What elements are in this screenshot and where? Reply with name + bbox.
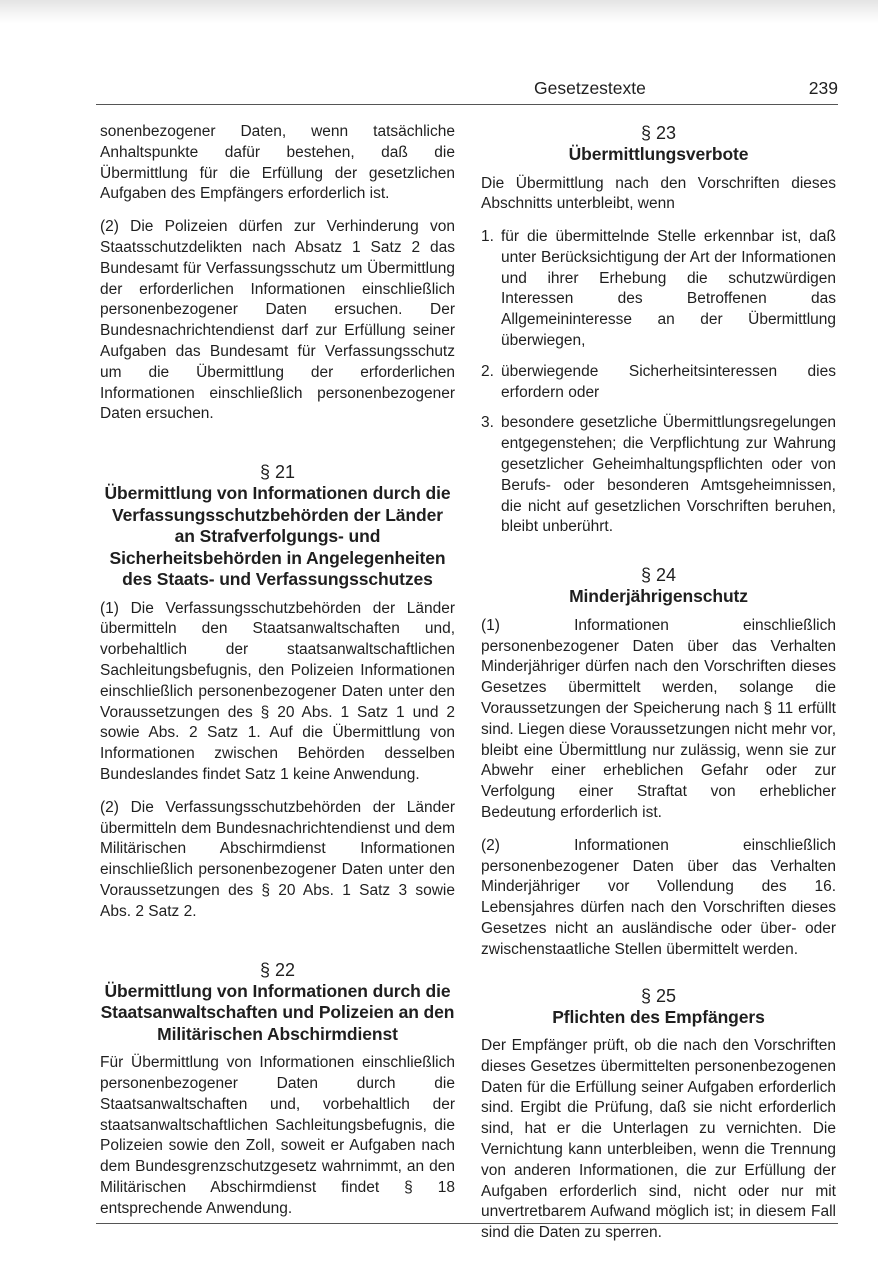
section-title: Minderjährigenschutz [569, 586, 748, 607]
paragraph: (2) Informationen einschließlich personenbezogener Daten über das Verhalten Minderjähriger vor Vollendung des 16. Lebensjahres dürfen nach den Vorschriften dieses Gesetzes nicht an ausländische oder über- oder zwischenstaatliche Stellen übermittelt werden. [481, 836, 836, 958]
paragraph: (2) Die Polizeien dürfen zur Verhinderung von Staatsschutzdelikten nach Absatz 1 Satz 2 das Bundesamt für Verfassungsschutz um Übermittlung der erforderlichen Informationen einschließlich personenbezogener Daten ersuchen. Der Bundesnachrichtendienst darf zur Erfüllung seiner Aufgaben das Bundesamt für Verfassungsschutz um die Übermittlung der erforderlichen Informationen einschließlich personenbezogener Daten ersuchen. [100, 218, 455, 423]
section-number: § 21 [259, 462, 296, 483]
scan-shadow [0, 0, 878, 24]
numbered-list [481, 227, 836, 538]
list-marker: 2. [481, 362, 494, 380]
paragraph: (1) Informationen einschließlich personenbezogener Daten über das Verhalten Minderjähriger dürfen nach den Vorschriften dieses Gesetzes übermittelt werden, solange die Voraussetzungen der Speicherung nach § 11 erfüllt sind. Liegen diese Voraussetzungen nicht mehr vor, bleibt eine Übermittlung nur zulässig, wenn sie zur Abwehr einer erheblichen Gefahr oder zur Verfolgung einer Straftat von erheblicher Bedeutung erforderlich ist. [481, 616, 837, 821]
section-24 [481, 564, 836, 960]
section-23 [481, 122, 836, 538]
page-header [96, 78, 838, 100]
section-22 [100, 959, 455, 1220]
list-item [481, 413, 836, 538]
list-marker: 3. [481, 414, 494, 432]
section-title: Übermittlung von Informationen durch die Staatsanwaltschaften und Polizeien an den Militärischen Abschirmdienst [100, 980, 455, 1044]
paragraph: sonenbezogener Daten, wenn tatsächliche Anhaltspunkte dafür bestehen, daß die Übermittlung für die Erfüllung der gesetzlichen Aufgaben des Empfängers erforderlich ist. [100, 123, 455, 203]
paragraph: Der Empfänger prüft, ob die nach den Vorschriften dieses Gesetzes übermittelten personenbezogenen Daten für die Erfüllung seiner Aufgaben erforderlich sind. Ergibt die Prüfung, daß sie nicht erforderlich sind, hat er die Unterlagen zu vernichten. Die Vernichtung kann unterbleiben, wenn die Trennung von anderen Informationen, die zur Erfüllung der Aufgaben erforderlich sind, nicht oder nur mit unvertretbarem Aufwand möglich ist; in diesem Fall sind die Daten zu sperren. [481, 1037, 836, 1242]
section-number: § 24 [640, 565, 677, 586]
list-item-text: für die übermittelnde Stelle erkennbar ist, daß unter Berücksichtigung der Art der Informationen und ihrer Erhebung die schutzwürdigen Interessen des Betroffenen das Allgemeininteresse an der Übermittlung überwiegen, [501, 228, 836, 350]
page-number: 239 [808, 78, 838, 98]
section-number: § 25 [640, 985, 677, 1006]
right-column [481, 122, 836, 1256]
list-marker: 1. [481, 228, 494, 246]
list-item [481, 362, 836, 404]
list-item [481, 227, 836, 352]
section-title: Übermittlung von Informationen durch die Verfassungsschutzbehörden der Länder an Strafverfolgungs- und Sicherheitsbehörden in Angelegenheiten des Staats- und Verfassungsschutzes [104, 483, 451, 590]
paragraph: (2) Die Verfassungsschutzbehörden der Länder übermitteln dem Bundesnachrichtendienst und dem Militärischen Abschirmdienst Informationen einschließlich personenbezogener Daten unter den Voraussetzungen des § 20 Abs. 1 Satz 3 sowie Abs. 2 Satz 2. [100, 798, 455, 920]
section-title: Pflichten des Empfängers [552, 1006, 765, 1027]
paragraph: Für Übermittlung von Informationen einschließlich personenbezogener Daten durch die Staatsanwaltschaften und, vorbehaltlich der staatsanwaltschaftlichen Sachleitungsbefugnis, die Polizeien sowie den Zoll, soweit er Aufgaben nach dem Bundesgrenzschutzgesetz wahrnimmt, an den Militärischen Abschirmdienst findet § 18 entsprechende Anwendung. [100, 1054, 455, 1217]
paragraph: (1) Die Verfassungsschutzbehörden der Länder übermitteln den Staatsanwaltschaften und, vorbehaltlich der staatsanwaltschaftlichen Sachleitungsbefugnis, den Polizeien Informationen einschließlich personenbezogener Daten unter den Voraussetzungen des § 20 Abs. 1 Satz 1 und 2 sowie Abs. 2 Satz 1. Auf die Übermittlung von Informationen zwischen Behörden desselben Bundeslandes findet Satz 1 keine Anwendung. [100, 599, 455, 784]
list-item-text: überwiegende Sicherheitsinteressen dies erfordern oder [501, 362, 836, 401]
section-title: Übermittlungsverbote [568, 144, 749, 164]
left-column [100, 122, 455, 1231]
section-25 [481, 985, 836, 1244]
paragraph: Die Übermittlung nach den Vorschriften dieses Abschnitts unterbleibt, wenn [481, 174, 836, 213]
section-21 [100, 461, 455, 922]
header-rule [96, 104, 838, 105]
list-item-text: besondere gesetzliche Übermittlungsregelungen entgegenstehen; die Verpflichtung zur Wahrung gesetzlicher Geheimhaltungspflichten oder von Berufs- oder besonderen Amtsgeheimnissen, die nicht auf gesetzlichen Vorschriften beruhen, bleibt unberührt. [501, 414, 836, 536]
section-number: § 23 [640, 123, 677, 143]
running-title: Gesetzestexte [534, 78, 646, 98]
footer-rule [96, 1223, 838, 1224]
section-number: § 22 [259, 959, 296, 980]
